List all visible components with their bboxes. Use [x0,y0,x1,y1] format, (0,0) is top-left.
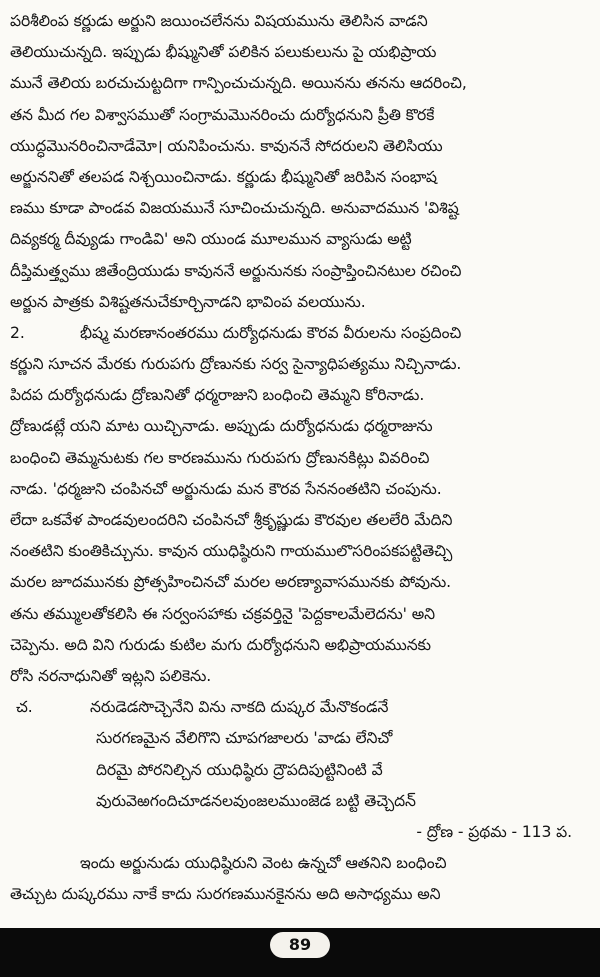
text-line: దీప్తిమత్త్వము జితేంద్రియుడు కావుననే అర్జునునకు సంప్రాప్తించినటుల రచించి [10,261,462,280]
text-line: ణము కూడా పాండవ విజయమునే సూచించుచున్నది. అనువాదమున 'విశిష్ట [10,199,459,218]
text-line: పిదప దుర్యోధనుడు ద్రోణునితో ధర్మరాజుని బంధించి తెమ్మని కోరినాడు. [10,386,425,405]
text-line: రోసి నరనాధునితో ఇట్లని పలికెను. [10,666,212,685]
text-line: మునే తెలియ బరచుచుట్టదిగా గాన్పించుచున్నది. అయినను తనను ఆదరించి, [10,74,467,93]
text-line: నాడు. 'ధర్మజుని చంపినచో అర్జునుడు మన కౌరవ సేననంతటిని చంపును. [10,479,442,498]
text-line: ఇందు అర్జునుడు యుధిష్ఠిరుని వెంట ఉన్నచో ఆతనిని బంధించి [80,854,447,873]
text-line: చెప్పెను. అది విని గురుడు కుటిల మగు దుర్యోధనుని అభిప్రాయమునకు [10,635,431,654]
text-line: యుద్ధమొనరించినాడేమో। యనిపించును. కావుననే సోదరులని తెలిసియు [10,136,443,155]
text-line: మరల జూదమునకు ప్రోత్సహించినచో మరల అరణ్యావాసమునకు పోవును. [10,573,452,592]
paragraph-number: 2. [10,323,25,342]
verse-line: దిరమై పోరనిల్చిన యుధిష్ఠిరు ద్రౌపదిపుట్టినింటి వే [96,760,383,779]
text-line: తెలియుచున్నది. ఇప్పుడు భీష్మునితో పలికిన పలుకులును పై యభిప్రాయ [10,43,437,62]
text-line: ద్రోణుడట్లే యని మాట యిచ్చినాడు. అప్పుడు దుర్యోధనుడు ధర్మరాజును [10,417,433,436]
verse-first-line [10,692,590,723]
page-number: 89 [270,932,330,958]
text-line: నంతటిని కుంతికిచ్చును. కావున యుధిష్ఠిరుని గాయములొసరింపకపట్టితెచ్చి [10,542,453,561]
verse-line: నరుడెడసొచ్చెనేని విను నాకది దుష్కర మేనొకండనే [90,698,389,717]
verse-marker: చ. [16,698,33,717]
verse-source: - ద్రోణ - ప్రథమ - 113 ప. [416,822,572,841]
text-line: అర్జున పాత్రకు విశిష్టతనుచేకూర్చినాడని భావింప వలయును. [10,292,366,311]
text-line: కర్ణుని సూచన మేరకు గురుపగు ద్రోణునకు సర్వ సైన్యాధిపత్యము నిచ్చినాడు. [10,355,462,374]
text-line: తన మీద గల విశ్వాసముతో సంగ్రామమొనరించు దుర్యోధనుని ప్రీతి కొరకే [10,105,435,124]
text-line: భీష్మ మరణానంతరము దుర్యోధనుడు కౌరవ వీరులను సంప్రదించి [80,323,462,342]
text-line: తను తమ్ములతోకలిసి ఈ సర్వంసహాకు చక్రవర్తినై 'పెద్దకాలమేలెదను' అని [10,604,435,623]
text-line: అర్జుననితో తలపడ నిశ్చయించినాడు. కర్ణుడు భీష్మునితో జరిపిన సంభాష [10,167,437,186]
verse-line: సురగణమైన వేలిగొని చూపగజాలరు 'వాడు లేనిచో [96,729,393,748]
page-body-text [10,6,590,910]
text-line: లేదా ఒకవేళ పాండవులందరిని చంపినచో శ్రీకృష్ణుడు కౌరవుల తలలేరి మేదిని [10,511,453,529]
paragraph-2-first-line [10,318,590,349]
text-line: తెచ్చుట దుష్కరము నాకే కాదు సురగణమునకైనను అది అసాధ్యము అని [10,885,441,904]
text-line: దివ్యకర్మ దీవ్యుడు గాండివి' అని యుండ మూలమున వ్యాసుడు అట్టి [10,230,412,249]
text-line: బంధించి తెమ్మనుటకు గల కారణమును గురుపగు ద్రోణునకిట్లు వివరించి [10,448,430,467]
text-line: పరిశీలింప కర్ణుడు అర్జుని జయించలేనను విషయమును తెలిసిన వాడని [10,12,428,30]
verse-line: వురువెఱగందిచూడనలవుంజలముంజెడ బట్టి తెచ్చెదన్ [96,791,416,810]
